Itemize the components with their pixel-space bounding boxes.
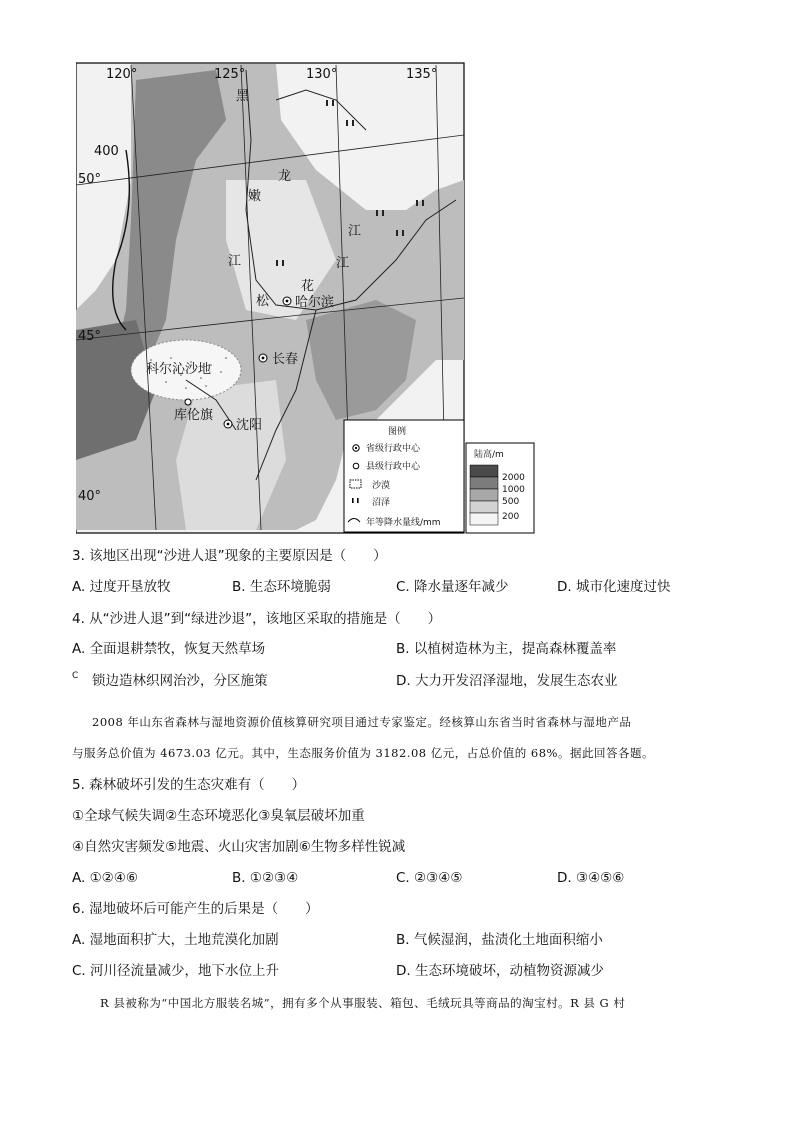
lat-label-50: 50° xyxy=(78,172,102,187)
q5-option-a[interactable]: A. ①②④⑥ xyxy=(72,870,138,886)
q3-stem: 3. 该地区出现“沙进人退”现象的主要原因是（ ） xyxy=(72,548,387,564)
elev-level-500: 500 xyxy=(502,497,520,507)
elev-legend-title: 陆高/m xyxy=(474,450,504,460)
lon-label-130: 130° xyxy=(306,67,338,82)
q4-option-c-mark: C xyxy=(72,671,79,681)
legend-provincial: 省级行政中心 xyxy=(366,444,421,454)
q3-option-d[interactable]: D. 城市化速度过快 xyxy=(557,579,671,595)
legend-desert: 沙漠 xyxy=(372,481,391,491)
provincial-capital-marker xyxy=(259,354,267,362)
lat-label-40: 40° xyxy=(78,489,102,504)
river-char-hua: 花 xyxy=(301,279,315,294)
lon-label-125: 125° xyxy=(214,67,246,82)
river-char-jiang: 江 xyxy=(348,224,362,239)
q3-option-c[interactable]: C. 降水量逐年减少 xyxy=(396,579,509,595)
q4-option-d[interactable]: D. 大力开发沼泽湿地，发展生态农业 xyxy=(396,673,618,689)
isohyet-label: 400 xyxy=(94,144,119,159)
lon-label-135: 135° xyxy=(406,67,438,82)
q4-option-c[interactable]: 锁边造林织网治沙，分区施策 xyxy=(92,673,268,689)
q5-option-d[interactable]: D. ③④⑤⑥ xyxy=(557,870,625,886)
q6-option-b[interactable]: B. 气候湿润，盐渍化土地面积缩小 xyxy=(396,932,603,948)
river-char-song: 松 xyxy=(256,294,270,309)
passage1-line1: 2008 年山东省森林与湿地资源价值核算研究项目通过专家鉴定。经核算山东省当时省森林与湿地产品 xyxy=(92,715,632,729)
provincial-capital-marker xyxy=(283,297,291,305)
city-harbin: 哈尔滨 xyxy=(295,295,335,310)
q3-option-a[interactable]: A. 过度开垦放牧 xyxy=(72,579,171,595)
symbol-legend xyxy=(344,420,464,532)
q6-stem: 6. 湿地破坏后可能产生的后果是（ ） xyxy=(72,901,319,917)
city-shenyang: 沈阳 xyxy=(236,418,263,433)
elevation-legend xyxy=(466,443,534,533)
q5-option-b[interactable]: B. ①②③④ xyxy=(232,870,299,886)
legend-isohyet: 年等降水量线/mm xyxy=(366,518,441,528)
legend-swamp: 沼泽 xyxy=(372,498,391,508)
q6-option-a[interactable]: A. 湿地面积扩大，土地荒漠化加剧 xyxy=(72,932,279,948)
river-char-hei: 黑 xyxy=(236,89,250,104)
river-char-long: 龙 xyxy=(278,169,292,184)
q3-option-b[interactable]: B. 生态环境脆弱 xyxy=(232,579,331,595)
q5-items-line2: ④自然灾害频发⑤地震、火山灾害加剧⑥生物多样性锐减 xyxy=(72,839,406,855)
city-changchun: 长春 xyxy=(272,352,299,367)
elev-level-1000: 1000 xyxy=(502,485,525,495)
q5-stem: 5. 森林破坏引发的生态灾难有（ ） xyxy=(72,777,306,793)
q5-items-line1: ①全球气候失调②生态环境恶化③臭氧层破坏加重 xyxy=(72,808,365,824)
legend-county: 县级行政中心 xyxy=(366,462,421,472)
river-char-jiang2: 江 xyxy=(228,254,242,269)
q6-option-d[interactable]: D. 生态环境破坏，动植物资源减少 xyxy=(396,963,604,979)
legend-title: 图例 xyxy=(388,427,407,437)
q4-option-a[interactable]: A. 全面退耕禁牧，恢复天然草场 xyxy=(72,641,266,657)
northeast-china-map xyxy=(76,60,536,535)
lat-label-45: 45° xyxy=(78,329,102,344)
passage2-line1: R 县被称为“中国北方服装名城”，拥有多个从事服装、箱包、毛绒玩具等商品的淘宝村。R 县 G 村 xyxy=(100,996,626,1010)
county-kulun: 库伦旗 xyxy=(174,408,214,423)
lon-label-120: 120° xyxy=(106,67,138,82)
q6-option-c[interactable]: C. 河川径流量减少，地下水位上升 xyxy=(72,963,280,979)
provincial-capital-marker xyxy=(224,420,232,428)
elev-level-200: 200 xyxy=(502,512,520,522)
q4-option-b[interactable]: B. 以植树造林为主，提高森林覆盖率 xyxy=(396,641,617,657)
q4-stem: 4. 从“沙进人退”到“绿进沙退”，该地区采取的措施是（ ） xyxy=(72,611,442,627)
elev-level-2000: 2000 xyxy=(502,473,525,483)
q5-option-c[interactable]: C. ②③④⑤ xyxy=(396,870,463,886)
label-horqin: 科尔沁沙地 xyxy=(146,362,212,377)
river-char-jiang3: 江 xyxy=(336,256,350,271)
county-capital-marker xyxy=(185,399,191,405)
river-char-nen: 嫩 xyxy=(248,189,262,204)
passage1-line2: 与服务总价值为 4673.03 亿元。其中，生态服务价值为 3182.08 亿元，占总价值的 68%。据此回答各题。 xyxy=(72,746,654,760)
